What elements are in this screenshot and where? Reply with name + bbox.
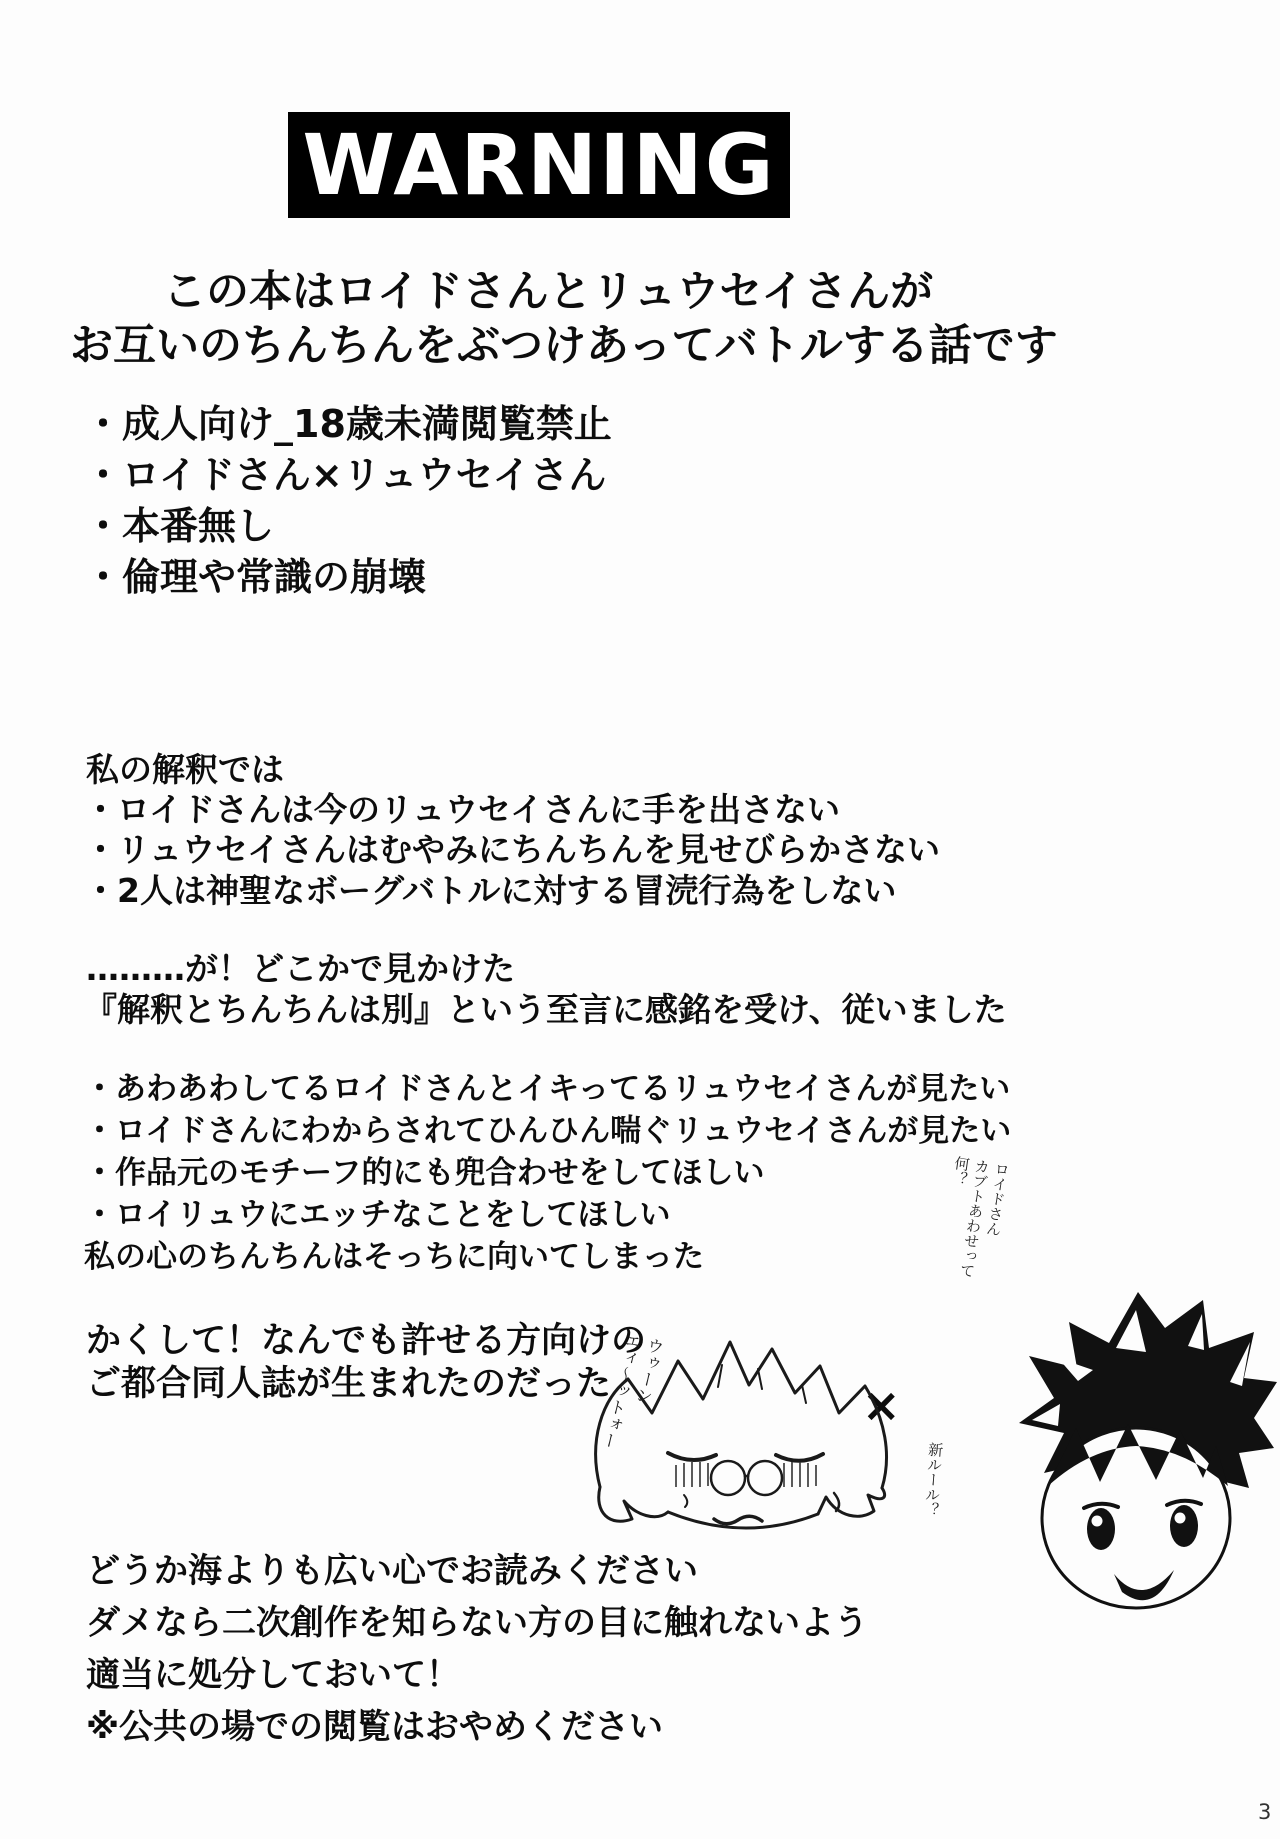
lloyd-chibi-drawing <box>572 1325 920 1563</box>
content-warning-item: ・倫理や常識の崩壊 <box>84 555 427 599</box>
interpretation-heading: 私の解釈では <box>86 750 284 789</box>
conclusion-line-2: ご都合同人誌が生まれたのだった <box>86 1364 612 1404</box>
desire-item: ・作品元のモチーフ的にも兜合わせをしてほしい <box>84 1155 765 1191</box>
desire-item: ・ロイリュウにエッチなことをしてほしい <box>84 1197 671 1233</box>
ryusei-chibi-drawing <box>998 1286 1280 1636</box>
conclusion-line-1: かくして！なんでも許せる方向けの <box>86 1321 647 1361</box>
handwritten-note-new-rule: 新ルール？ <box>921 1441 945 1518</box>
warning-banner <box>288 112 790 218</box>
page-number: 3 <box>1258 1800 1272 1824</box>
desire-item: 私の心のちんちんはそっちに向いてしまった <box>84 1239 704 1275</box>
desire-item: ・ロイドさんにわからされてひんひん喘ぐリュウセイさんが見たい <box>84 1113 1012 1149</box>
pairing-cross-mark: × <box>862 1378 901 1432</box>
interpretation-item: ・ロイドさんは今のリュウセイさんに手を出さない <box>84 790 841 829</box>
footer-line: ※公共の場での閲覧はおやめください <box>86 1707 664 1747</box>
handwritten-note-right: ロイドさん カブトあわせって 何？ <box>949 1154 1012 1279</box>
interpretation-item: ・リュウセイさんはむやみにちんちんを見せびらかさない <box>84 830 941 869</box>
content-warning-item: ・本番無し <box>84 504 275 548</box>
warning-banner-text: WARNING <box>302 116 776 214</box>
footer-line: ダメなら二次創作を知らない方の目に触れないよう <box>86 1603 868 1643</box>
interpretation-item: ・2人は神聖なボーグバトルに対する冒涜行為をしない <box>84 871 897 910</box>
intro-line-1: この本はロイドさんとリュウセイさんが <box>163 267 934 317</box>
however-line-1: ………が！どこかで見かけた <box>86 949 515 988</box>
content-warning-item: ・成人向け_18歳未満閲覧禁止 <box>84 402 612 446</box>
desire-item: ・あわあわしてるロイドさんとイキってるリュウセイさんが見たい <box>84 1071 1011 1107</box>
handwritten-sfx-left: ウゥーン エィ〜ットォー <box>596 1329 665 1451</box>
content-warning-item: ・ロイドさん×リュウセイさん <box>84 453 607 497</box>
footer-line: 適当に処分しておいて！ <box>86 1655 460 1695</box>
intro-line-2: お互いのちんちんをぶつけあってバトルする話です <box>70 321 1058 371</box>
footer-line: どうか海よりも広い心でお読みください <box>86 1551 698 1591</box>
however-line-2: 『解釈とちんちんは別』という至言に感銘を受け、従いました <box>84 990 1007 1029</box>
